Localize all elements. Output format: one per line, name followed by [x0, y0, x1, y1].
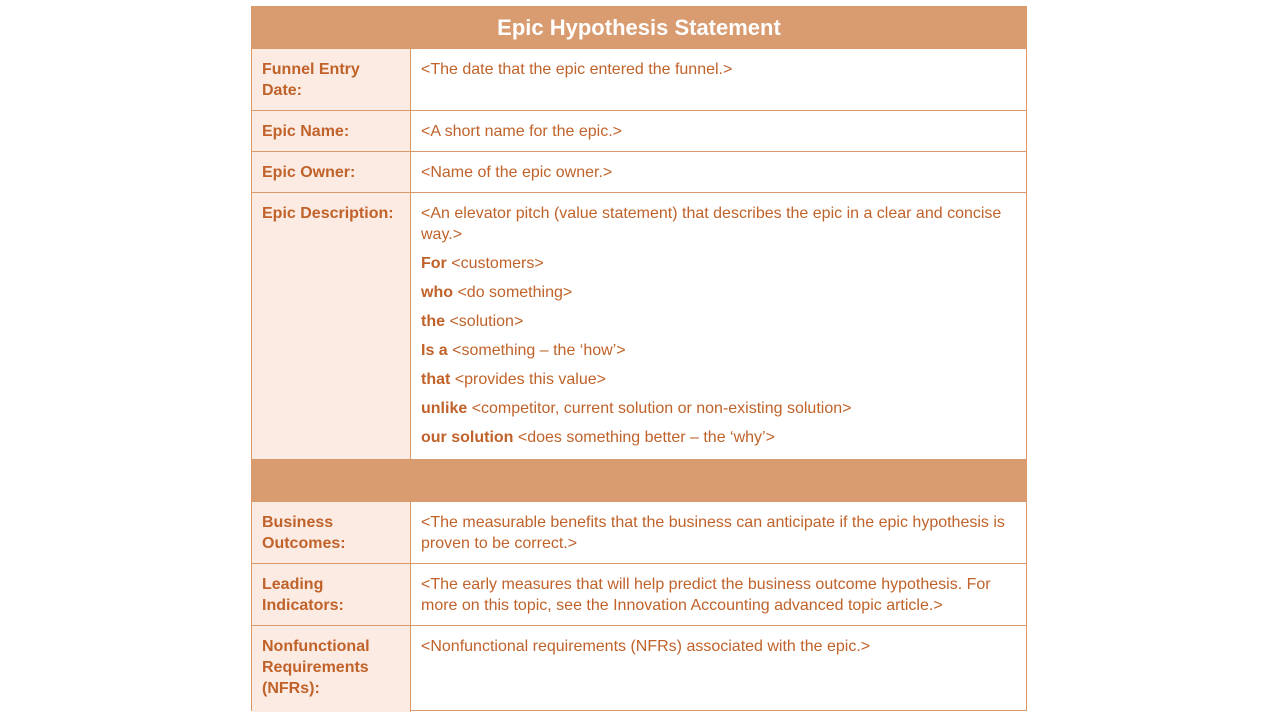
- pitch-text: <something – the ‘how’>: [452, 342, 626, 359]
- value-leading-indicators: <The early measures that will help predict the business outcome hypothesis. For more on this topic, see the Innovation Accounting advanced topic article.>: [421, 576, 991, 614]
- pitch-keyword: who: [421, 284, 453, 301]
- pitch-text: <competitor, current solution or non-existing solution>: [471, 400, 852, 417]
- pitch-line-that: [421, 369, 1016, 390]
- pitch-line-who: [421, 282, 1016, 303]
- value-business-outcomes: <The measurable benefits that the business can anticipate if the epic hypothesis is proven to be correct.>: [421, 514, 1005, 552]
- row-leading-indicators: [252, 564, 1026, 626]
- pitch-keyword: the: [421, 313, 445, 330]
- label-funnel-entry-date: Funnel Entry Date:: [252, 49, 411, 110]
- label-epic-owner: Epic Owner:: [252, 152, 411, 192]
- pitch-text: <does something better – the ‘why’>: [517, 429, 775, 446]
- label-nfrs: Nonfunctional Requirements (NFRs):: [252, 626, 411, 712]
- row-business-outcomes: [252, 502, 1026, 564]
- pitch-keyword: that: [421, 371, 451, 388]
- epic-hypothesis-table: [251, 6, 1027, 711]
- value-epic-name: <A short name for the epic.>: [421, 123, 623, 140]
- value-nfrs: <Nonfunctional requirements (NFRs) associated with the epic.>: [421, 638, 871, 655]
- pitch-line-the: [421, 311, 1016, 332]
- value-funnel-entry-date: <The date that the epic entered the funnel.>: [421, 61, 733, 78]
- pitch-line-unlike: [421, 398, 1016, 419]
- epic-description-text: <An elevator pitch (value statement) that describes the epic in a clear and concise way.>: [421, 205, 1002, 243]
- pitch-text: <solution>: [449, 313, 524, 330]
- pitch-keyword: unlike: [421, 400, 468, 417]
- row-epic-name: [252, 111, 1026, 152]
- row-epic-owner: [252, 152, 1026, 193]
- label-epic-name: Epic Name:: [252, 111, 411, 151]
- pitch-line-is-a: [421, 340, 1016, 361]
- pitch-line-for: [421, 253, 1016, 274]
- value-epic-description: [411, 193, 1026, 459]
- pitch-text: <customers>: [451, 255, 544, 272]
- pitch-text: <provides this value>: [454, 371, 606, 388]
- row-epic-description: [252, 193, 1026, 460]
- row-nfrs: [252, 626, 1026, 712]
- table-title: Epic Hypothesis Statement: [252, 7, 1026, 49]
- pitch-keyword: For: [421, 255, 447, 272]
- value-epic-owner: <Name of the epic owner.>: [421, 164, 613, 181]
- pitch-line-our-solution: [421, 427, 1016, 448]
- pitch-text: <do something>: [457, 284, 573, 301]
- section-divider: [252, 460, 1026, 502]
- label-leading-indicators: Leading Indicators:: [252, 564, 411, 625]
- pitch-keyword: Is a: [421, 342, 448, 359]
- row-funnel-entry-date: [252, 49, 1026, 111]
- label-business-outcomes: Business Outcomes:: [252, 502, 411, 563]
- label-epic-description: Epic Description:: [252, 193, 411, 459]
- pitch-keyword: our solution: [421, 429, 514, 446]
